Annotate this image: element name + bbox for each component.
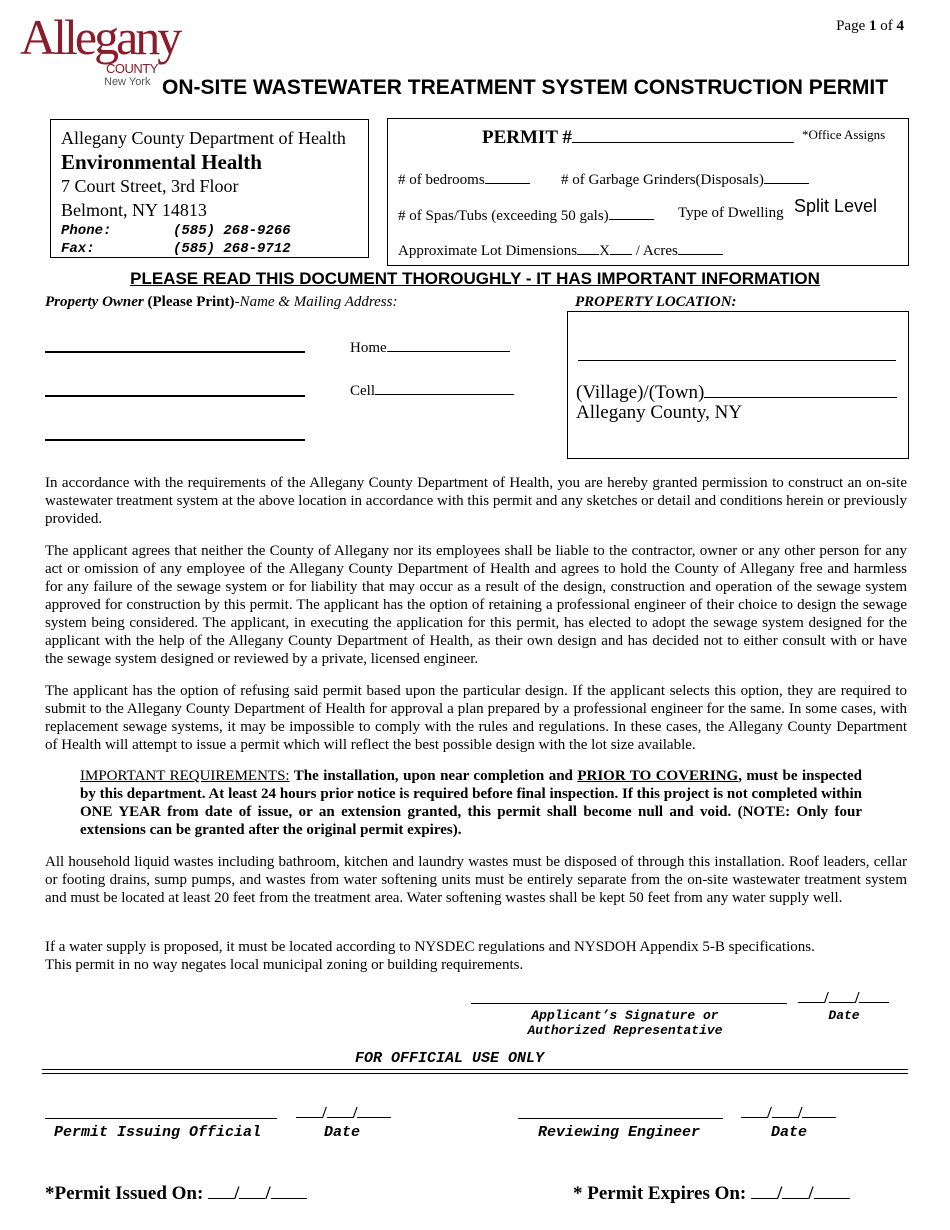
refusal-paragraph: The applicant has the option of refusing said permit based upon the particular design. If the applicant selects this option, they are required to submit to the Allegany County Department of Health for approval a plan prepared by a professional engineer for the same. In some cases, with replacement sewage systems, it may be impossible to comply with the rules and regulations. In these cases, the Allegany County Department of Health will attempt to issue a permit which will reflect the best possible design with the lot size available. — [45, 683, 907, 753]
page-current: 1 — [869, 18, 877, 34]
street-address: 7 Court Street, 3rd Floor — [61, 176, 239, 196]
owner-label-print: (Please Print) — [147, 294, 235, 310]
cell-phone-label: Cell — [350, 383, 375, 399]
lot-dimensions-label: Approximate Lot Dimensions — [398, 243, 578, 259]
applicant-label-line2: Authorized Representative — [527, 1023, 723, 1038]
spas-label: # of Spas/Tubs (exceeding 50 gals) — [398, 208, 609, 224]
reviewing-engineer-date-label: Date — [771, 1124, 808, 1141]
permit-expires-on-row — [573, 1181, 850, 1205]
permit-number-row — [482, 125, 794, 149]
property-location-label: PROPERTY LOCATION: — [575, 294, 737, 310]
allegany-county-logo — [20, 9, 180, 92]
date-slash: / — [352, 1103, 358, 1122]
acres-label: / Acres — [635, 243, 678, 259]
county-state: Allegany County, NY — [576, 402, 743, 423]
phone-label: Phone: — [61, 223, 112, 239]
office-assigns-note: *Office Assigns — [802, 127, 886, 142]
fax-label: Fax: — [61, 241, 95, 257]
owner-name-field[interactable] — [45, 350, 305, 353]
date-slash: / — [234, 1183, 240, 1204]
issuing-official-date-field[interactable] — [296, 1103, 391, 1123]
lot-depth-field[interactable] — [610, 240, 632, 255]
city-state-zip: Belmont, NY 14813 — [61, 200, 207, 220]
property-location-box — [567, 311, 909, 459]
village-town-field[interactable] — [704, 380, 897, 398]
permit-expires-on-label: * Permit Expires On: — [573, 1183, 747, 1204]
issuing-official-date-label: Date — [324, 1124, 361, 1141]
permit-number-label: PERMIT # — [482, 127, 572, 148]
permission-paragraph: In accordance with the requirements of the Allegany County Department of Health, you are hereby granted permission to construct an on-site wastewater treatment system at the above location in accordance with this permit and any sketches or detail and conditions herein or previously provided. — [45, 475, 907, 527]
property-street-field[interactable] — [578, 359, 896, 361]
fax-row — [61, 240, 358, 258]
village-town-label: (Village)/(Town) — [576, 382, 705, 403]
official-use-heading: FOR OFFICIAL USE ONLY — [355, 1050, 545, 1067]
lot-width-field[interactable] — [577, 240, 599, 255]
permit-number-field[interactable] — [572, 125, 794, 143]
date-slash: / — [265, 1183, 271, 1204]
permit-issued-on-row — [45, 1181, 307, 1205]
date-slash: / — [854, 988, 860, 1007]
important-requirements — [80, 767, 862, 839]
grinders-field[interactable] — [764, 169, 809, 184]
division-name: Environmental Health — [61, 150, 262, 174]
read-notice-text: PLEASE READ THIS DOCUMENT THOROUGHLY - IT HAS IMPORTANT INFORMATION — [130, 269, 820, 288]
owner-label-address: -Name & Mailing Address: — [234, 294, 398, 310]
reviewing-engineer-label: Reviewing Engineer — [538, 1124, 701, 1141]
requirements-text-a: The installation, upon near completion and — [289, 768, 578, 784]
home-phone-row — [350, 337, 510, 357]
date-slash: / — [808, 1183, 814, 1204]
property-owner-label — [45, 294, 397, 311]
phone-row — [61, 222, 358, 240]
spas-row — [398, 205, 654, 225]
permit-issued-on-field[interactable] — [208, 1183, 307, 1204]
page-number — [836, 18, 904, 35]
permit-issued-on-label: *Permit Issued On: — [45, 1183, 204, 1204]
spas-field[interactable] — [609, 205, 654, 220]
dwelling-type-label: Type of Dwelling — [678, 205, 784, 221]
date-slash: / — [797, 1103, 803, 1122]
page-label: Page — [836, 18, 866, 34]
acres-field[interactable] — [678, 240, 723, 255]
cell-phone-field[interactable] — [375, 380, 514, 395]
bedrooms-row — [398, 169, 530, 189]
lot-dimensions-row — [398, 240, 723, 260]
requirements-text-c: , must be inspected by this department. At least 24 hours prior notice is required before final inspection. If this project is not completed within ONE YEAR from date of issue, or an extension granted, this permit shall become null and void. (NOTE: Only four extensions can be granted after the original permit expires). — [80, 768, 862, 838]
date-slash: / — [767, 1103, 772, 1122]
applicant-date-label: Date — [828, 1008, 860, 1023]
bedrooms-field[interactable] — [485, 169, 530, 184]
page-total: 4 — [896, 18, 904, 34]
page-of: of — [880, 18, 893, 34]
issuing-official-label: Permit Issuing Official — [54, 1124, 262, 1141]
phone-number: (585) 268-9266 — [173, 223, 291, 239]
water-supply-paragraph: If a water supply is proposed, it must be located according to NYSDEC regulations and NYSDOH Appendix 5-B specifications. — [45, 939, 815, 955]
date-slash: / — [322, 1103, 327, 1122]
date-slash: / — [777, 1183, 783, 1204]
owner-address-field-1[interactable] — [45, 394, 305, 397]
grinders-row — [561, 169, 809, 189]
home-phone-field[interactable] — [387, 337, 510, 352]
applicant-signature-label — [500, 1008, 750, 1038]
requirements-heading: IMPORTANT REQUIREMENTS: — [80, 768, 290, 784]
permit-expires-on-field[interactable] — [751, 1183, 850, 1204]
fax-number: (585) 268-9712 — [173, 241, 291, 257]
permit-details-box — [387, 118, 909, 266]
read-notice — [0, 269, 950, 289]
home-phone-label: Home — [350, 340, 387, 356]
prior-to-covering: PRIOR TO COVERING — [577, 768, 739, 784]
zoning-paragraph: This permit in no way negates local municipal zoning or building requirements. — [45, 957, 524, 973]
document-title: ON-SITE WASTEWATER TREATMENT SYSTEM CONSTRUCTION PERMIT — [162, 76, 889, 99]
owner-address-field-2[interactable] — [45, 438, 305, 441]
village-town-row — [576, 380, 897, 404]
liability-paragraph: The applicant agrees that neither the County of Allegany nor its employees shall be liable to the contractor, owner or any other person for any act or omission of any employee of the Allegany County Department of Health and agrees to hold the County of Allegany free and harmless for any failure of the sewage system or for liability that may occur as a result of the design, construction and operation of the sewage system approved for construction by this permit. The applicant has the option of retaining a professional engineer of their choice to design the sewage system being considered. The applicant, in executing the application for this permit, has elected to adopt the sewage system designed for the applicant with the help of the Allegany County Department of Health, as their own design and has decided not to either consult with or have the sewage system designed or reviewed by a private, licensed engineer. — [45, 543, 907, 667]
reviewing-engineer-signature-field[interactable] — [518, 1117, 723, 1119]
cell-phone-row — [350, 380, 514, 400]
bedrooms-label: # of bedrooms — [398, 172, 485, 188]
grinders-label: # of Garbage Grinders(Disposals) — [561, 172, 764, 188]
issuing-official-signature-field[interactable] — [45, 1117, 277, 1119]
department-address-box — [50, 119, 369, 258]
official-use-divider — [42, 1069, 908, 1074]
lot-x-label: X — [599, 243, 610, 259]
logo-state: New York — [104, 76, 151, 88]
logo-wordmark: Allegany — [20, 9, 180, 65]
department-name: Allegany County Department of Health — [61, 128, 346, 148]
applicant-date-field[interactable] — [798, 988, 889, 1008]
applicant-signature-field[interactable] — [471, 1002, 787, 1004]
owner-label-main: Property Owner — [45, 294, 144, 310]
dwelling-type-value[interactable]: Split Level — [794, 196, 878, 216]
logo-county: COUNTY — [106, 61, 158, 76]
applicant-label-line1: Applicant’s Signature or — [531, 1008, 719, 1023]
reviewing-engineer-date-field[interactable] — [741, 1103, 836, 1123]
household-wastes-paragraph: All household liquid wastes including bathroom, kitchen and laundry wastes must be disposed of through this installation. Roof leaders, cellar or footing drains, sump pumps, and wastes from water softening units must be entirely separate from the on-site wastewater treatment system and must be located at least 20 feet from the treatment area. Water softening wastes shall be kept 50 feet from any water supply well. — [45, 854, 907, 906]
date-slash: / — [824, 988, 829, 1007]
